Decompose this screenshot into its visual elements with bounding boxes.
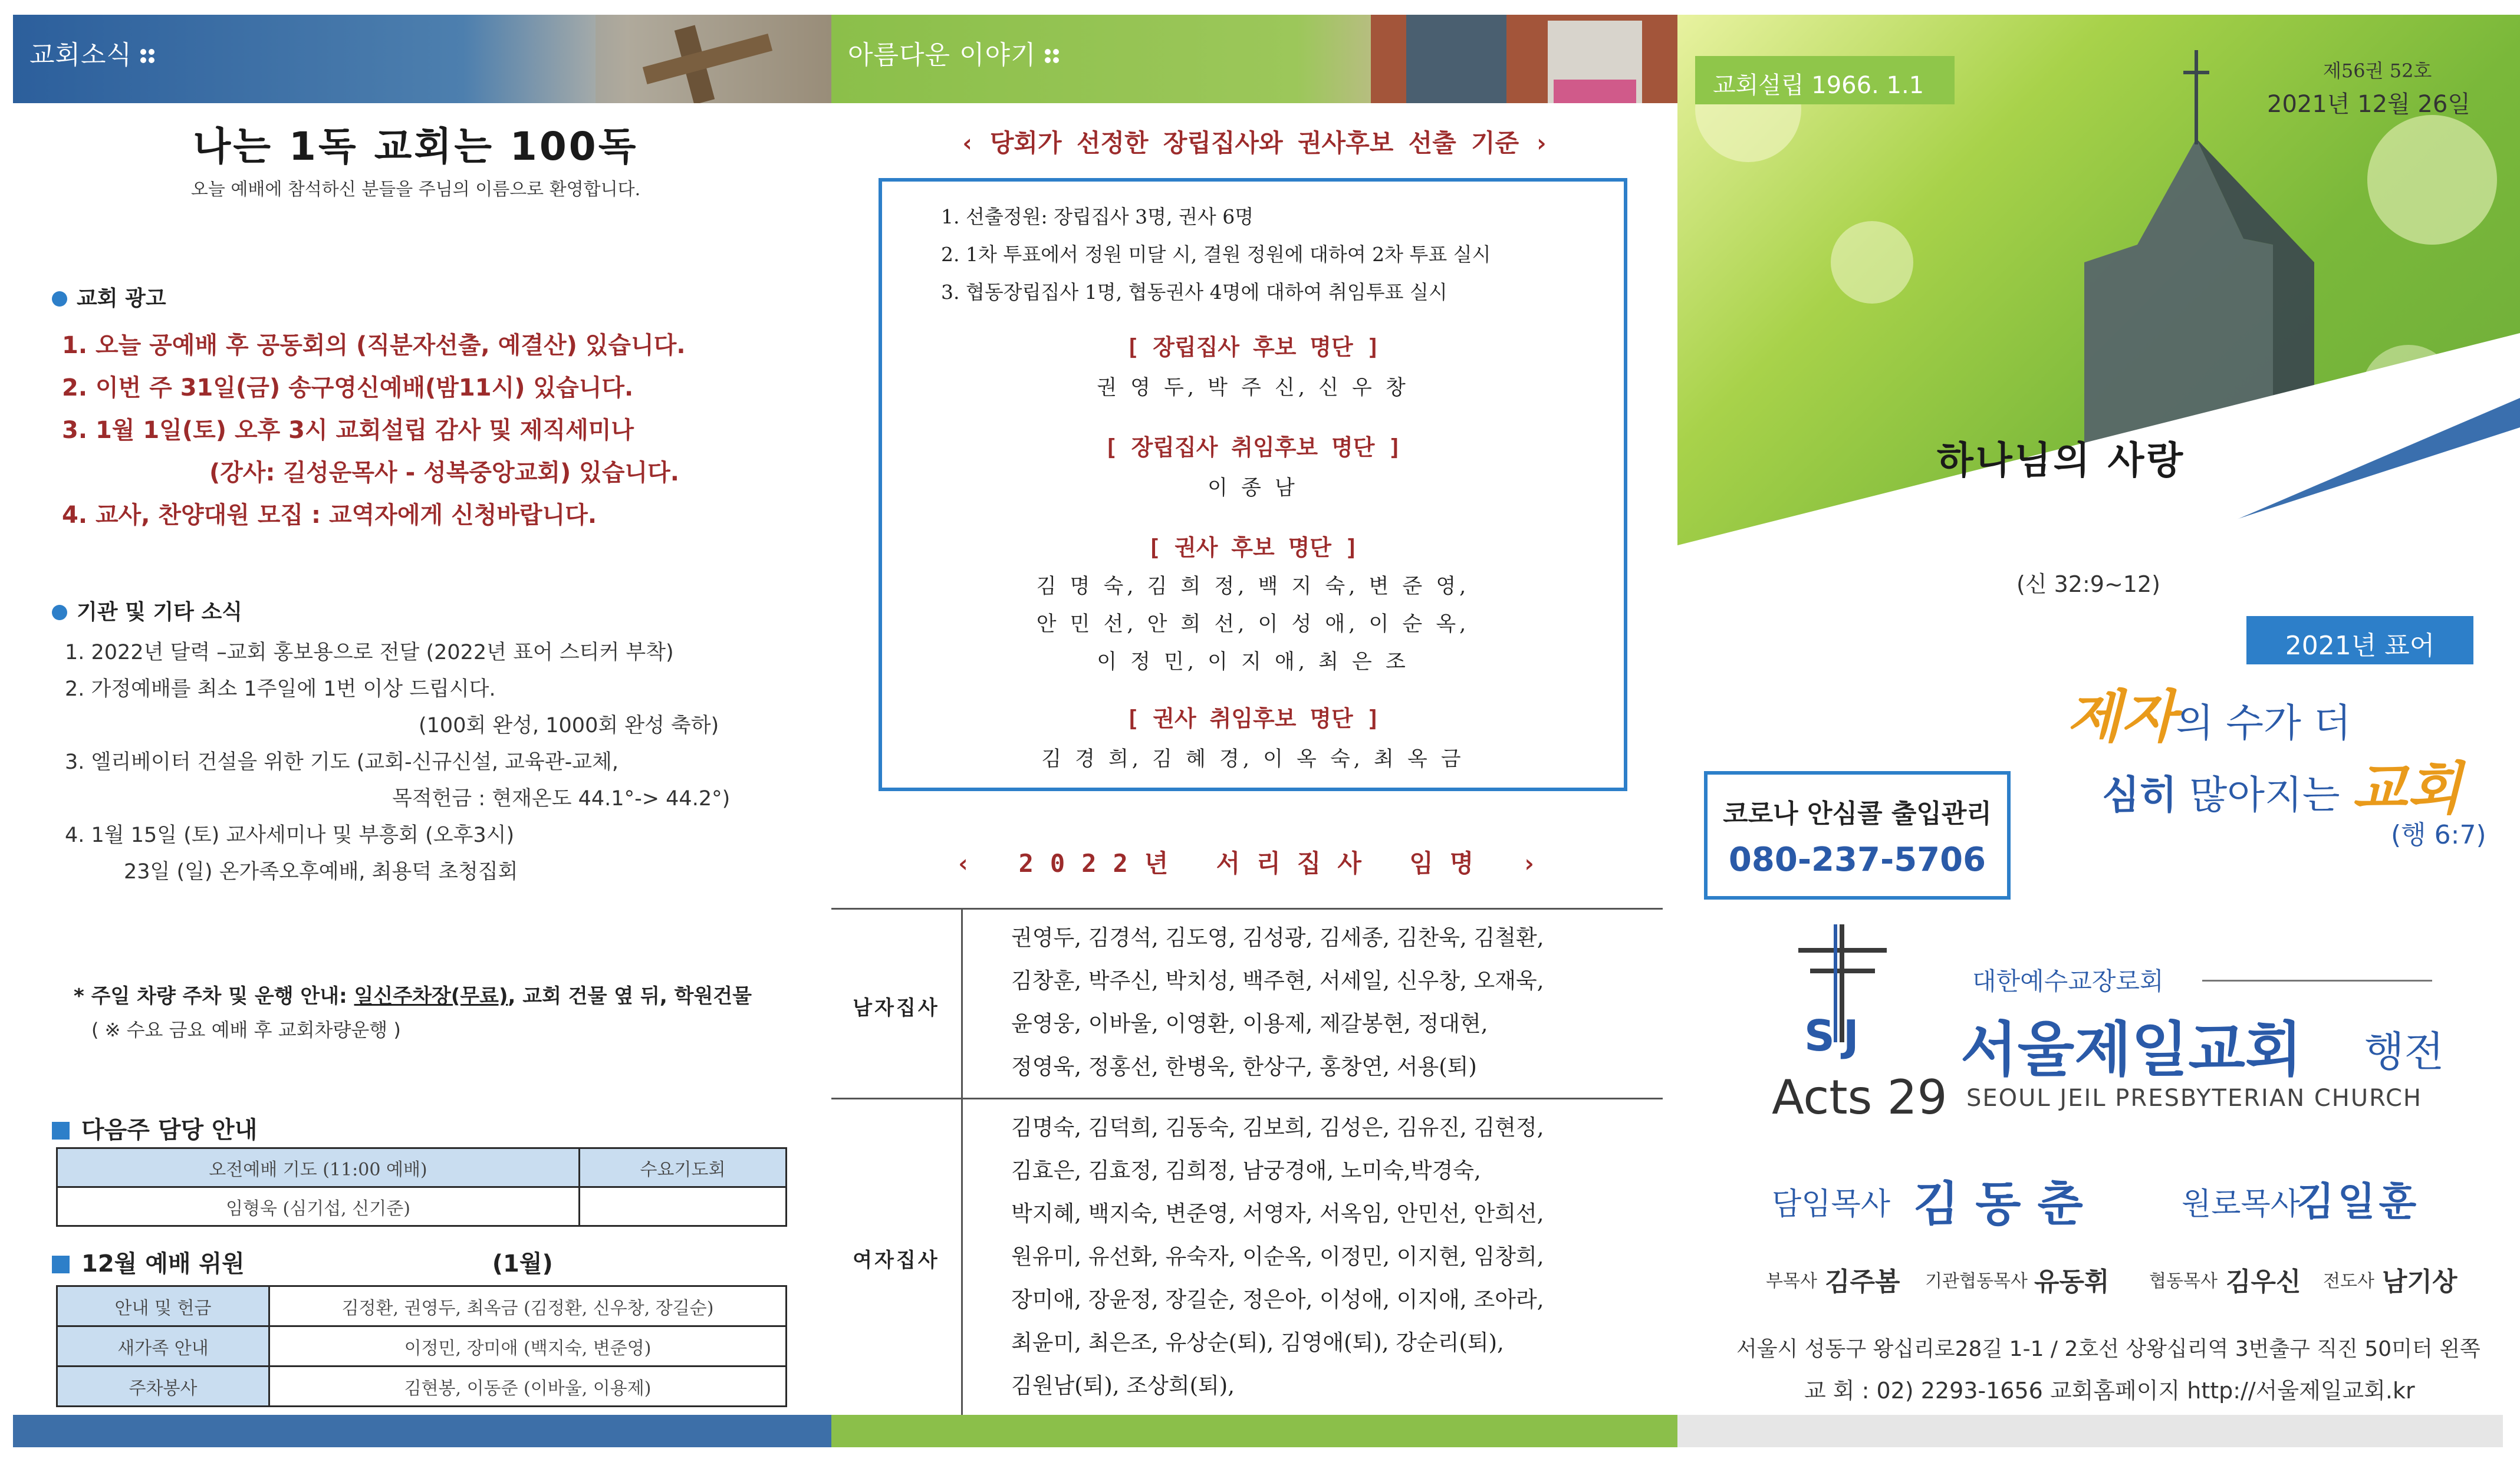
motto-tag: 2021년 표어 bbox=[2246, 616, 2473, 664]
cover-art bbox=[1677, 15, 2520, 628]
church-name-english: SEOUL JEIL PRESBYTERIAN CHURCH bbox=[1966, 1085, 2422, 1112]
group-names: 이 종 남 bbox=[1208, 476, 1298, 500]
group-names: 김 명 숙, 김 희 정, 백 지 숙, 변 준 영, 안 민 선, 안 희 선, 이 성 애, 이 순 옥, 이 정 민, 이 지 애, 최 은 조 bbox=[1036, 575, 1470, 674]
committee-table bbox=[56, 1285, 787, 1407]
criteria-list bbox=[941, 198, 1491, 311]
church-name-suffix: 행전 bbox=[2364, 1028, 2445, 1076]
table-header: 오전예배 기도 (11:00 예배) bbox=[57, 1148, 580, 1187]
header-label: 아름다운 이야기 bbox=[848, 34, 1060, 71]
dots-icon bbox=[1045, 49, 1060, 64]
header-strip bbox=[13, 15, 831, 103]
staff-label: 협동목사 bbox=[2149, 1271, 2218, 1292]
welcome-text: 오늘 예배에 참석하신 분들을 주님의 이름으로 환영합니다. bbox=[190, 179, 641, 200]
church-contact: 교 회 : 02) 2293-1656 교회홈페이지 http://서울제일교회.kr bbox=[1804, 1378, 2415, 1404]
list-item: (100회 완성, 1000회 완성 축하) bbox=[419, 714, 719, 737]
list-item: 2. 이번 주 31일(금) 송구영신예배(밤11시) 있습니다. bbox=[62, 374, 634, 401]
logo-initials: SJ bbox=[1804, 1011, 1867, 1061]
church-name: 서울제일교회 bbox=[1960, 1015, 2302, 1084]
male-deacons: 권영두, 김경석, 김도영, 김성광, 김세종, 김찬욱, 김철환, 김창훈, 박주신, 박치성, 백주현, 서세일, 신우창, 오재욱, 윤영웅, 이바울, 이영환, 이용제, 제갈봉현, 정대현, 정영욱, 정홍선, 한병욱, 한상구, 홍창연, 서용(퇴) bbox=[1011, 925, 1544, 1079]
list-item: 3. 1월 1일(토) 오후 3시 교회설립 감사 및 제직세미나 bbox=[62, 417, 634, 444]
divider bbox=[831, 908, 1663, 910]
table-row: 주차봉사 김현봉, 이동준 (이바울, 이용제) bbox=[57, 1366, 787, 1407]
table-header: 수요기도회 bbox=[579, 1148, 786, 1187]
list-item: (강사: 길성운목사 - 성복중앙교회) 있습니다. bbox=[209, 459, 679, 486]
table-cell: 임형욱 (심기섭, 신기준) bbox=[57, 1187, 580, 1226]
list-item: 4. 1월 15일 (토) 교사세미나 및 부흥회 (오후3시) bbox=[65, 824, 515, 847]
bullet-icon bbox=[52, 291, 67, 307]
logo-acts: Acts 29 bbox=[1772, 1070, 1947, 1125]
dots-icon bbox=[140, 49, 156, 64]
footer-strip bbox=[13, 1415, 831, 1447]
list-item: 4. 교사, 찬양대원 모집 : 교역자에게 신청바랍니다. bbox=[62, 502, 597, 529]
table-cell bbox=[579, 1187, 786, 1226]
header-strip bbox=[831, 15, 1677, 103]
list-item: 1. 오늘 공예배 후 공동회의 (직분자선출, 예결산) 있습니다. bbox=[62, 332, 686, 359]
list-item: 3. 엘리베이터 건설을 위한 기도 (교회-신규신설, 교육관-교체, bbox=[65, 750, 619, 774]
list-item: 2. 1차 투표에서 정원 미달 시, 결원 정원에 대하여 2차 투표 실시 bbox=[941, 243, 1491, 266]
parking-note: * 주일 차량 주차 및 운행 안내: 일신주차장(무료), 교회 건물 옆 뒤, 학원건물 bbox=[74, 984, 752, 1008]
establishment-badge: 교회설립 1966. 1.1 bbox=[1695, 56, 1955, 104]
list-item: 23일 (일) 온가족오후예배, 최용덕 초청집회 bbox=[124, 860, 518, 884]
motto-line-1: 제자의 수가 더 bbox=[2067, 684, 2351, 750]
next-week-heading: 다음주 담당 안내 bbox=[52, 1111, 257, 1145]
list-item: 목적헌금 : 현재온도 44.1°-> 44.2°) bbox=[392, 787, 731, 811]
staff-label: 전도사 bbox=[2323, 1271, 2374, 1292]
cross-photo bbox=[596, 15, 831, 103]
ads-heading: 교회 광고 bbox=[52, 282, 166, 312]
square-icon bbox=[52, 1122, 70, 1140]
staff-name: 김주봄 bbox=[1825, 1267, 1900, 1297]
header-label: 교회소식 bbox=[29, 34, 156, 71]
criteria-title: ‹ 당회가 선정한 장립집사와 권사후보 선출 기준 › bbox=[960, 129, 1549, 157]
group-names: 김 경 희, 김 혜 경, 이 옥 숙, 최 옥 금 bbox=[1041, 748, 1465, 771]
ads-list bbox=[62, 324, 686, 536]
footer-strip bbox=[1677, 1415, 2503, 1447]
group-heading: [ 장립집사 후보 명단 ] bbox=[1126, 334, 1380, 360]
bullet-icon bbox=[52, 605, 67, 620]
page-title: 나는 1독 교회는 100독 bbox=[193, 124, 639, 169]
corona-label: 코로나 안심콜 출입관리 bbox=[1723, 799, 1992, 829]
senior-pastor-name: 김동춘 bbox=[1913, 1177, 2100, 1231]
panel-cover bbox=[1677, 0, 2520, 1462]
divider bbox=[831, 1098, 1663, 1099]
female-deacons: 김명숙, 김덕희, 김동숙, 김보희, 김성은, 김유진, 김현정, 김효은, 김효정, 김희정, 남궁경애, 노미숙,박경숙, 박지혜, 백지숙, 변준영, 서영자, 서옥임, 안민선, 안희선, 원유미, 유선화, 유숙자, 이순옥, 이정민, 이지현, 임창희, 장미애, 장윤정, 장길순, 정은아, 이성애, 이지애, 조아라, 최윤미, 최은조, 유상순(퇴), 김영애(퇴), 강순리(퇴), 김원남(퇴), 조상희(퇴), bbox=[1011, 1115, 1544, 1398]
news-list bbox=[65, 634, 730, 890]
staff-label: 부목사 bbox=[1766, 1271, 1817, 1292]
divider bbox=[961, 908, 963, 1433]
corona-safecall-box bbox=[1704, 771, 2011, 900]
next-week-table bbox=[56, 1147, 787, 1227]
motto-line-2: 심히 많아지는 교회 bbox=[2102, 756, 2462, 822]
female-label: 여자집사 bbox=[853, 1249, 940, 1272]
staff-name: 김우신 bbox=[2226, 1267, 2301, 1297]
group-heading: [ 권사 취임후보 명단 ] bbox=[1126, 706, 1380, 732]
emeritus-pastor-name: 김일훈 bbox=[2297, 1179, 2420, 1224]
staff-name: 남기상 bbox=[2382, 1267, 2458, 1297]
committee-heading: 12월 예배 위원 (1월) bbox=[52, 1245, 553, 1279]
table-row: 안내 및 헌금 김정환, 권영두, 최옥금 (김정환, 신우창, 장길순) bbox=[57, 1286, 787, 1326]
parking-subnote: ( ※ 수요 금요 예배 후 교회차량운행 ) bbox=[91, 1019, 401, 1041]
sermon-title: 하나님의 사랑 bbox=[1937, 439, 2186, 483]
motto-reference: (행 6:7) bbox=[2391, 820, 2486, 850]
house-photo bbox=[1371, 15, 1677, 103]
panel-church-news bbox=[0, 0, 831, 1462]
emeritus-pastor-label: 원로목사 bbox=[2182, 1187, 2300, 1222]
appointment-title: ‹ 2022년 서리집사 임명 › bbox=[956, 849, 1553, 878]
criteria-box bbox=[879, 178, 1627, 791]
list-item: 2. 가정예배를 최소 1주일에 1번 이상 드립시다. bbox=[65, 677, 496, 701]
group-heading: [ 권사 후보 명단 ] bbox=[1147, 535, 1358, 561]
list-item: 1. 2022년 달력 –교회 홍보용으로 전달 (2022년 표어 스티커 부착) bbox=[65, 641, 674, 664]
staff-label: 기관협동목사 bbox=[1925, 1271, 2028, 1292]
volume-number: 제56권 52호 bbox=[2323, 60, 2432, 82]
church-address: 서울시 성동구 왕십리로28길 1-1 / 2호선 상왕십리역 3번출구 직진 50미터 왼쪽 bbox=[1736, 1337, 2480, 1361]
table-row: 새가족 안내 이정민, 장미애 (백지숙, 변준영) bbox=[57, 1326, 787, 1366]
footer-strip bbox=[831, 1415, 1677, 1447]
denomination: 대한예수교장로회 bbox=[1972, 967, 2164, 996]
male-label: 남자집사 bbox=[853, 996, 940, 1020]
divider bbox=[2202, 980, 2432, 982]
sermon-verse: (신 32:9~12) bbox=[2016, 571, 2160, 597]
group-heading: [ 장립집사 취임후보 명단 ] bbox=[1104, 434, 1402, 460]
news-heading: 기관 및 기타 소식 bbox=[52, 595, 242, 625]
staff-name: 유동휘 bbox=[2034, 1267, 2110, 1297]
list-item: 1. 선출정원: 장립집사 3명, 권사 6명 bbox=[941, 205, 1254, 228]
corona-phone: 080-237-5706 bbox=[1728, 841, 1986, 879]
group-names: 권 영 두, 박 주 신, 신 우 창 bbox=[1097, 376, 1409, 400]
issue-date: 2021년 12월 26일 bbox=[2267, 91, 2470, 118]
panel-beautiful-story bbox=[831, 0, 1677, 1462]
square-icon bbox=[52, 1256, 70, 1273]
list-item: 3. 협동장립집사 1명, 협동권사 4명에 대하여 취임투표 실시 bbox=[941, 281, 1447, 304]
senior-pastor-label: 담임목사 bbox=[1772, 1187, 1890, 1222]
